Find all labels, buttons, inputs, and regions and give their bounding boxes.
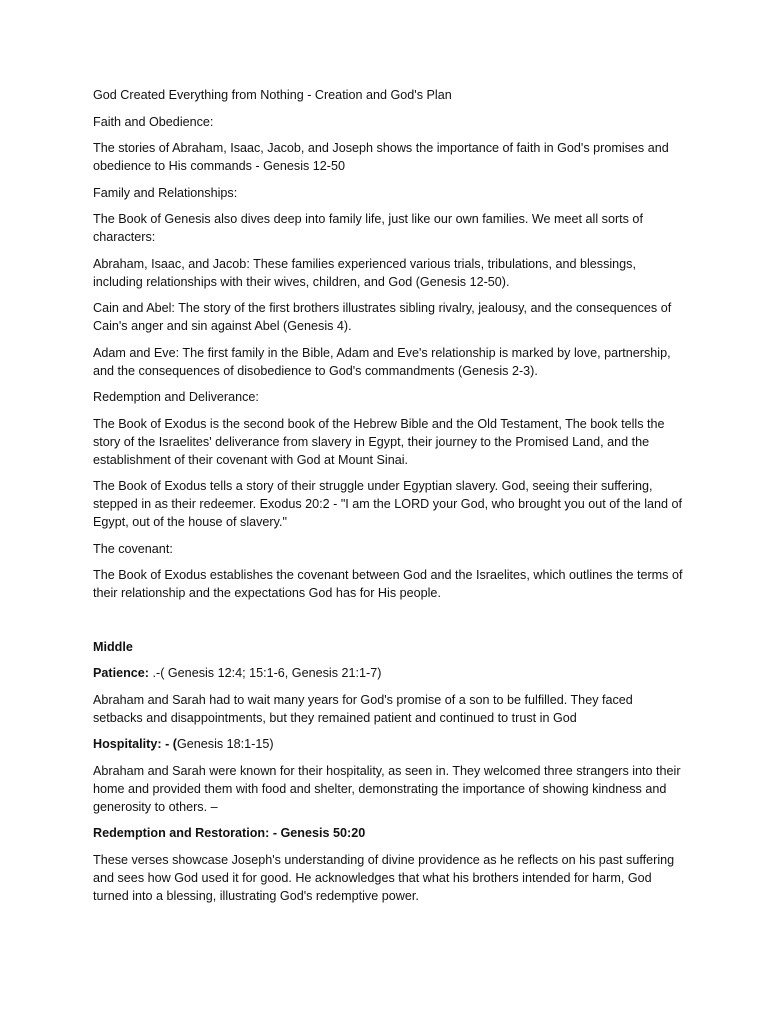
hospitality-line (93, 735, 683, 753)
hospitality-label: Hospitality: - ( (93, 737, 177, 751)
exodus-paragraph-1: The Book of Exodus is the second book of the Hebrew Bible and the Old Testament, The book tells the story of the Israelites' deliverance from slavery in Egypt, their journey to the Promised Land, and the establishment of their covenant with God at Mount Sinai. (93, 416, 665, 467)
document-page (93, 86, 683, 913)
faith-paragraph: The stories of Abraham, Isaac, Jacob, and Joseph shows the importance of faith in God's promises and obedience to His commands - Genesis 12-50 (93, 141, 669, 173)
patience-reference: .-( Genesis 12:4; 15:1-6, Genesis 21:1-7) (149, 666, 382, 680)
restoration-heading: Redemption and Restoration: - Genesis 50:20 (93, 826, 366, 840)
family-heading: Family and Relationships: (93, 185, 238, 200)
patience-label: Patience: (93, 666, 149, 680)
family-paragraph: The Book of Genesis also dives deep into family life, just like our own families. We meet all sorts of characters: (93, 212, 643, 244)
adam-eve-paragraph: Adam and Eve: The first family in the Bible, Adam and Eve's relationship is marked by love, partnership, and the consequences of disobedience to God's commandments (Genesis 2-3). (93, 345, 671, 378)
covenant-paragraph: The Book of Exodus establishes the covenant between God and the Israelites, which outlines the terms of their relationship and the expectations God has for His people. (93, 568, 683, 600)
cain-abel-paragraph: Cain and Abel: The story of the first brothers illustrates sibling rivalry, jealousy, and the consequences of Cain's anger and sin against Abel (Genesis 4). (93, 301, 672, 333)
document-title: God Created Everything from Nothing - Creation and God's Plan (93, 88, 452, 102)
covenant-heading: The covenant: (93, 541, 173, 556)
exodus-paragraph-2: The Book of Exodus tells a story of their struggle under Egyptian slavery. God, seeing their suffering, stepped in as their redeemer. Exodus 20:2 - "I am the LORD your God, who brought you out of the land of Egypt, out of the house of slavery." (93, 479, 683, 529)
hospitality-reference: Genesis 18:1-15) (176, 737, 274, 751)
patience-line (93, 664, 683, 682)
patience-paragraph: Abraham and Sarah had to wait many years for God's promise of a son to be fulfilled. They faced setbacks and disappointments, but they remained patient and continued to trust in God (93, 692, 633, 725)
section-spacer (93, 611, 683, 638)
abraham-paragraph: Abraham, Isaac, and Jacob: These families experienced various trials, tribulations, and blessings, including relationships with their wives, children, and God (Genesis 12-50). (93, 256, 636, 289)
restoration-paragraph: These verses showcase Joseph's understanding of divine providence as he reflects on his past suffering and sees how God used it for good. He acknowledges that what his brothers intended for harm, God turned into a blessing, illustrating God's redemptive power. (93, 852, 675, 903)
redemption-heading: Redemption and Deliverance: (93, 390, 259, 404)
faith-heading: Faith and Obedience: (93, 114, 214, 129)
middle-heading: Middle (93, 639, 133, 654)
hospitality-paragraph: Abraham and Sarah were known for their hospitality, as seen in. They welcomed three strangers into their home and provided them with food and shelter, demonstrating the importance of showing kindness and generosity to others. – (93, 763, 681, 814)
